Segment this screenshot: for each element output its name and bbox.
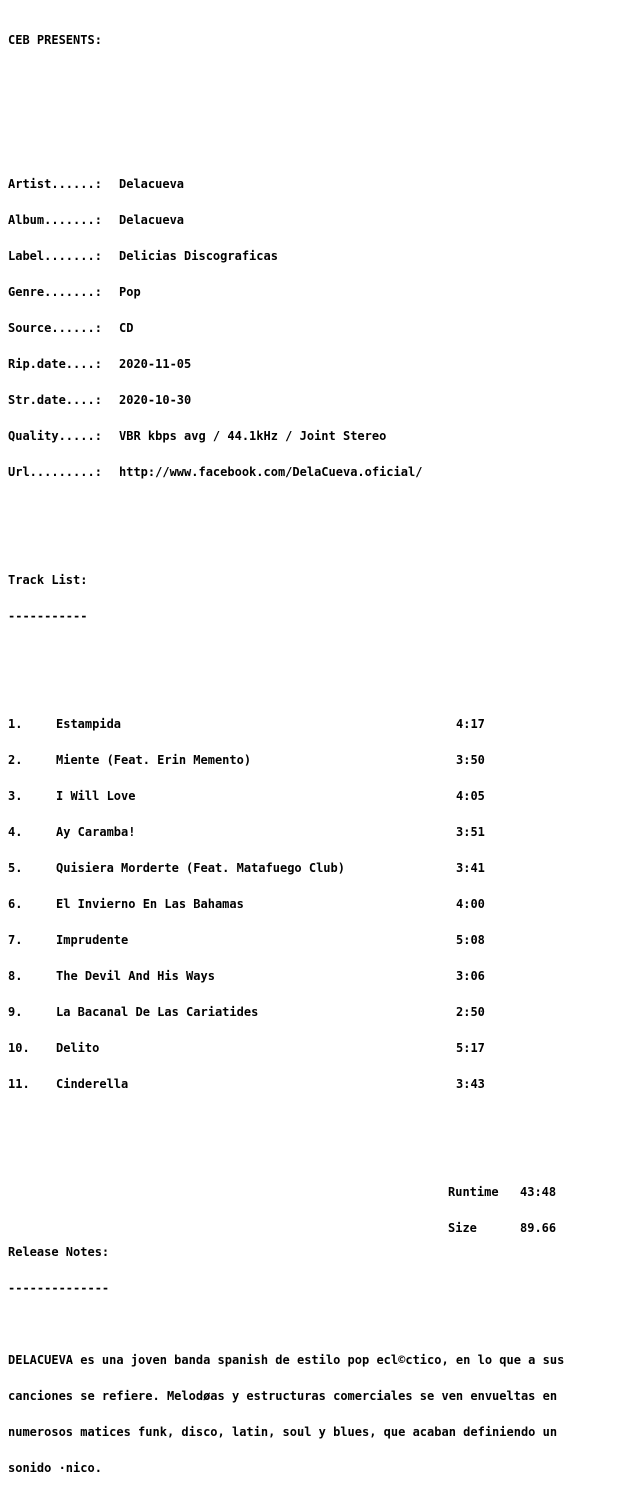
track-row xyxy=(8,754,628,766)
track-row xyxy=(8,934,628,946)
release-notes-heading: Release Notes: xyxy=(8,1245,110,1259)
track-duration: 3:51 xyxy=(456,825,485,839)
track-title: Estampida xyxy=(56,717,122,731)
track-title: El Invierno En Las Bahamas xyxy=(56,897,244,911)
track-duration: 5:08 xyxy=(456,933,485,947)
track-title: Delito xyxy=(56,1041,100,1055)
track-duration: 3:41 xyxy=(456,861,485,875)
info-row-label xyxy=(8,250,628,262)
track-duration: 4:17 xyxy=(456,717,485,731)
info-row-artist xyxy=(8,178,628,190)
release-notes-underline: -------------- xyxy=(8,1281,110,1295)
info-value: Pop xyxy=(119,285,141,299)
info-value: Delacueva xyxy=(119,213,185,227)
runtime-label: Runtime xyxy=(448,1185,499,1199)
track-duration: 4:00 xyxy=(456,897,485,911)
release-notes-line: DELACUEVA es una joven banda spanish de estilo pop ecl©ctico, en lo que a sus xyxy=(8,1353,565,1367)
info-key: Album.......: xyxy=(8,213,102,227)
track-title: Imprudente xyxy=(56,933,129,947)
track-duration: 2:50 xyxy=(456,1005,485,1019)
info-row-url xyxy=(8,466,628,478)
info-key: Url.........: xyxy=(8,465,102,479)
track-duration: 3:06 xyxy=(456,969,485,983)
info-row-source xyxy=(8,322,628,334)
nfo-document xyxy=(8,10,628,1486)
track-duration: 3:50 xyxy=(456,753,485,767)
info-key: Str.date....: xyxy=(8,393,102,407)
info-value: Delicias Discograficas xyxy=(119,249,278,263)
track-duration: 4:05 xyxy=(456,789,485,803)
header-title: CEB PRESENTS: xyxy=(8,33,102,47)
track-row xyxy=(8,1006,628,1018)
info-url-value: http://www.facebook.com/DelaCueva.oficial/ xyxy=(119,465,423,479)
track-list xyxy=(8,694,628,1114)
track-number: 6. xyxy=(8,897,23,911)
info-row-genre xyxy=(8,286,628,298)
info-value: VBR kbps avg / 44.1kHz / Joint Stereo xyxy=(119,429,387,443)
track-row xyxy=(8,790,628,802)
info-value: 2020-10-30 xyxy=(119,393,192,407)
track-number: 10. xyxy=(8,1041,30,1055)
track-number: 3. xyxy=(8,789,23,803)
size-value: 89.66 xyxy=(520,1221,557,1235)
track-duration: 5:17 xyxy=(456,1041,485,1055)
track-duration: 3:43 xyxy=(456,1077,485,1091)
track-title: The Devil And His Ways xyxy=(56,969,215,983)
track-title: Cinderella xyxy=(56,1077,129,1091)
track-number: 7. xyxy=(8,933,23,947)
track-row xyxy=(8,898,628,910)
track-number: 8. xyxy=(8,969,23,983)
info-row-rip-date xyxy=(8,358,628,370)
info-row-album xyxy=(8,214,628,226)
track-row xyxy=(8,718,628,730)
track-title: Quisiera Morderte (Feat. Matafuego Club) xyxy=(56,861,345,875)
info-key: Label.......: xyxy=(8,249,102,263)
info-key: Quality.....: xyxy=(8,429,102,443)
info-value: 2020-11-05 xyxy=(119,357,192,371)
info-value: Delacueva xyxy=(119,177,185,191)
track-number: 4. xyxy=(8,825,23,839)
info-block xyxy=(8,154,628,502)
track-row xyxy=(8,970,628,982)
track-number: 9. xyxy=(8,1005,23,1019)
track-title: Miente (Feat. Erin Memento) xyxy=(56,753,252,767)
runtime-row xyxy=(8,1186,628,1198)
info-key: Genre.......: xyxy=(8,285,102,299)
track-title: La Bacanal De Las Cariatides xyxy=(56,1005,259,1019)
track-number: 11. xyxy=(8,1077,30,1091)
info-key: Rip.date....: xyxy=(8,357,102,371)
runtime-value: 43:48 xyxy=(520,1185,557,1199)
track-row xyxy=(8,1042,628,1054)
track-title: I Will Love xyxy=(56,789,136,803)
tracklist-heading: Track List: xyxy=(8,573,88,587)
release-notes-line: numerosos matices funk, disco, latin, soul y blues, que acaban definiendo un xyxy=(8,1425,558,1439)
track-title: Ay Caramba! xyxy=(56,825,136,839)
track-number: 1. xyxy=(8,717,23,731)
release-notes-line: sonido ·nico. xyxy=(8,1461,102,1475)
size-label: Size xyxy=(448,1221,477,1235)
track-row xyxy=(8,862,628,874)
info-row-str-date xyxy=(8,394,628,406)
tracklist-underline: ----------- xyxy=(8,609,88,623)
info-row-quality xyxy=(8,430,628,442)
track-number: 2. xyxy=(8,753,23,767)
size-row xyxy=(8,1222,628,1234)
info-key: Source......: xyxy=(8,321,102,335)
track-row xyxy=(8,1078,628,1090)
release-notes-line: canciones se refiere. Melodøas y estructuras comerciales se ven envueltas en xyxy=(8,1389,558,1403)
track-number: 5. xyxy=(8,861,23,875)
info-value: CD xyxy=(119,321,134,335)
info-key: Artist......: xyxy=(8,177,102,191)
track-row xyxy=(8,826,628,838)
